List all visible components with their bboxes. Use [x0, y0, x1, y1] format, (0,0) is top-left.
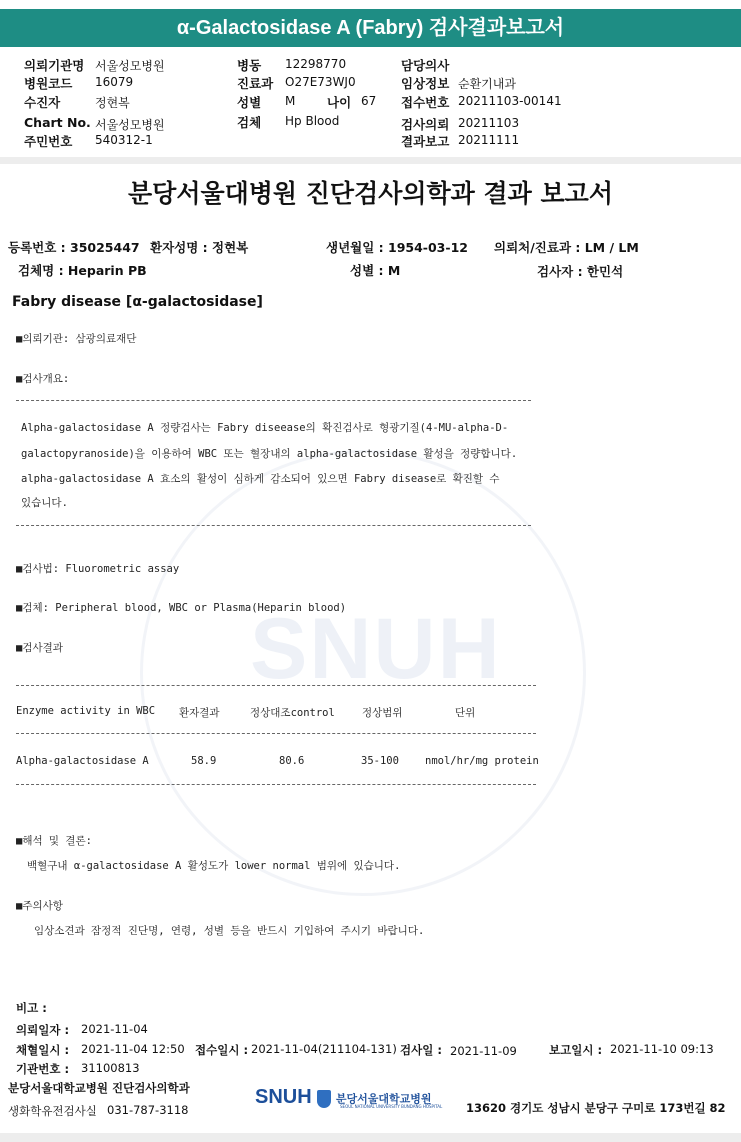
hospital-address: 13620 경기도 성남시 분당구 구미로 173번길 82 [466, 1101, 726, 1115]
lab-phone: 031-787-3118 [107, 1103, 189, 1117]
label-hospital-code: 병원코드 [24, 76, 73, 91]
caution-text: 임상소견과 잠정적 진단명, 연령, 성별 등을 반드시 기입하여 주시기 바랍니다. [34, 925, 425, 937]
col-normal-range: 정상범위 [362, 707, 403, 719]
label-clinic: 진료과 [237, 76, 274, 91]
value-age: 67 [361, 94, 377, 108]
label-ward: 병동 [237, 58, 262, 73]
label-institution: 의뢰기관명 [24, 58, 85, 73]
lab-name: 생화학유전검사실 [8, 1104, 97, 1118]
logo-snuh-text: SNUH [255, 1086, 312, 1108]
receipt-label: 접수일시 : [195, 1043, 249, 1057]
test-date-value: 2021-11-09 [450, 1044, 517, 1058]
value-patient: 정현복 [95, 96, 130, 110]
label-age: 나이 [327, 95, 352, 110]
result-table-bottom-rule [16, 784, 536, 785]
col-normal-control: 정상대조control [250, 707, 335, 719]
cell-normal-control: 80.6 [279, 755, 305, 767]
result-table-top-rule [16, 685, 536, 686]
report-title: 분당서울대병원 진단검사의학과 결과 보고서 [128, 179, 613, 208]
interpretation-text: 백혈구내 α-galactosidase A 활성도가 lower normal 범위에 있습니다. [27, 860, 401, 872]
caution-title: ■주의사항 [16, 900, 63, 912]
cell-patient-result: 58.9 [191, 755, 217, 767]
cell-unit: nmol/hr/mg protein [425, 755, 539, 767]
method-section: ■검사법: Fluorometric assay [16, 563, 180, 575]
receipt-value: 2021-11-04(211104-131) [251, 1042, 397, 1056]
interpretation-title: ■해석 및 결론: [16, 835, 93, 847]
label-result-report: 결과보고 [401, 134, 450, 149]
label-resident-no: 주민번호 [24, 134, 73, 149]
overview-line-3: alpha-galactosidase A 효소의 활성이 심하게 감소되어 있으면 Fabry disease로 확진할 수 [21, 473, 500, 485]
patient-sex: 성별 : M [350, 263, 401, 278]
report-banner-title: α-Galactosidase A (Fabry) 검사결과보고서 [0, 9, 741, 47]
label-chart-no: Chart No. [24, 115, 91, 130]
dept-name: 분당서울대학교병원 진단검사의학과 [8, 1081, 190, 1095]
result-title: ■검사결과 [16, 642, 63, 654]
label-sex: 성별 [237, 95, 262, 110]
report-time-value: 2021-11-10 09:13 [610, 1042, 714, 1056]
reg-no: 등록번호 : 35025447 [8, 240, 140, 255]
value-receipt-no: 20211103-00141 [458, 94, 562, 108]
overview-line-1: Alpha-galactosidase A 정량검사는 Fabry diseease의 확진검사로 형광기질(4-MU-alpha-D- [21, 422, 509, 434]
specimen-name: 검체명 : Heparin PB [18, 263, 147, 278]
overview-line-4: 있습니다. [21, 497, 68, 509]
cell-enzyme: Alpha-galactosidase A [16, 755, 149, 767]
overview-bottom-rule [16, 525, 531, 526]
col-patient-result: 환자결과 [179, 707, 220, 719]
logo-english-name: SEOUL NATIONAL UNIVERSITY BUNDANG HOSPITAL [340, 1104, 443, 1109]
col-enzyme: Enzyme activity in WBC [16, 705, 156, 717]
shield-icon [317, 1090, 331, 1108]
value-test-request: 20211103 [458, 116, 520, 130]
request-date-value: 2021-11-04 [81, 1022, 148, 1036]
inst-no-value: 31100813 [81, 1061, 140, 1075]
remark-label: 비고 : [16, 1001, 47, 1015]
collect-value: 2021-11-04 12:50 [81, 1042, 185, 1056]
requesting-dept: 의뢰처/진료과 : LM / LM [494, 240, 639, 255]
label-clinical-info: 임상정보 [401, 76, 450, 91]
value-clinic: O27E73WJ0 [285, 75, 356, 89]
test-name: Fabry disease [α-galactosidase] [12, 294, 263, 310]
divider-band [0, 157, 741, 164]
value-ward: 12298770 [285, 57, 347, 71]
watermark-text: SNUH [250, 601, 502, 697]
label-test-request: 검사의뢰 [401, 117, 450, 132]
value-hospital-code: 16079 [95, 75, 134, 89]
value-result-report: 20211111 [458, 133, 520, 147]
inst-no-label: 기관번호 : [16, 1062, 70, 1076]
label-specimen: 검체 [237, 115, 262, 130]
value-clinical-info: 순환기내과 [458, 77, 516, 91]
overview-title: ■검사개요: [16, 373, 70, 385]
value-sex: M [285, 94, 296, 108]
value-specimen: Hp Blood [285, 114, 340, 128]
bottom-band [0, 1133, 741, 1142]
birth-date: 생년월일 : 1954-03-12 [326, 240, 468, 255]
value-resident-no: 540312-1 [95, 133, 153, 147]
specimen-section: ■검체: Peripheral blood, WBC or Plasma(Heparin blood) [16, 602, 347, 614]
cell-normal-range: 35-100 [361, 755, 399, 767]
test-date-label: 검사일 : [400, 1043, 442, 1057]
patient-name: 환자성명 : 정현복 [150, 240, 249, 255]
overview-top-rule [16, 400, 531, 401]
institution-section: ■의뢰기관: 삼광의료재단 [16, 333, 137, 345]
request-date-label: 의뢰일자 : [16, 1023, 70, 1037]
report-time-label: 보고일시 : [549, 1043, 603, 1057]
col-unit: 단위 [455, 707, 476, 719]
examiner: 검사자 : 한민석 [537, 264, 624, 279]
result-table-header-rule [16, 733, 536, 734]
label-receipt-no: 접수번호 [401, 95, 450, 110]
overview-line-2: galactopyranoside)을 이용하여 WBC 또는 혈장내의 alpha-galactosidase 활성을 정량합니다. [21, 448, 518, 460]
logo-korean-name: 분당서울대학교병원 [335, 1092, 432, 1106]
value-institution: 서울성모병원 [95, 59, 165, 73]
label-doctor: 담당의사 [401, 58, 450, 73]
label-patient: 수진자 [24, 95, 61, 110]
value-chart-no: 서울성모병원 [95, 118, 165, 132]
collect-label: 채혈일시 : [16, 1043, 70, 1057]
